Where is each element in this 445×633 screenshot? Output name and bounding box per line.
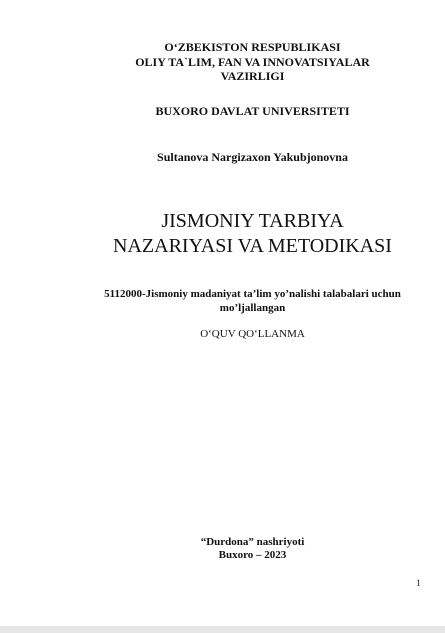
page-bottom-edge (0, 626, 445, 633)
page-number: 1 (416, 578, 421, 588)
book-genre: O‘QUV QO‘LLANMA (200, 328, 305, 340)
book-title-line-2: NAZARIYASI VA METODIKASI (113, 235, 392, 257)
book-title (40, 209, 445, 259)
author-name: Sultanova Nargizaxon Yakubjonovna (157, 150, 348, 164)
publisher-city-year: Buxoro – 2023 (218, 549, 287, 561)
target-audience-line-1: 5112000-Jismoniy madaniyat ta’lim yo’nalishi talabalari uchun (104, 288, 401, 300)
ministry-line-2: OLIY TA`LIM, FAN VA INNOVATSIYALAR (135, 54, 370, 69)
target-audience-line-2: mo’ljallangan (219, 301, 286, 314)
book-title-line-1: JISMONIY TARBIYA (161, 210, 344, 232)
university-name: BUXORO DAVLAT UNIVERSITETI (155, 104, 350, 118)
target-audience (40, 288, 445, 315)
ministry-heading (40, 40, 445, 84)
publisher-block (40, 536, 445, 562)
ministry-line-1: O‘ZBEKISTON RESPUBLIKASI (164, 40, 341, 54)
publisher-name: “Durdona” nashriyoti (200, 536, 305, 548)
ministry-line-3: VAZIRLIGI (220, 69, 285, 83)
